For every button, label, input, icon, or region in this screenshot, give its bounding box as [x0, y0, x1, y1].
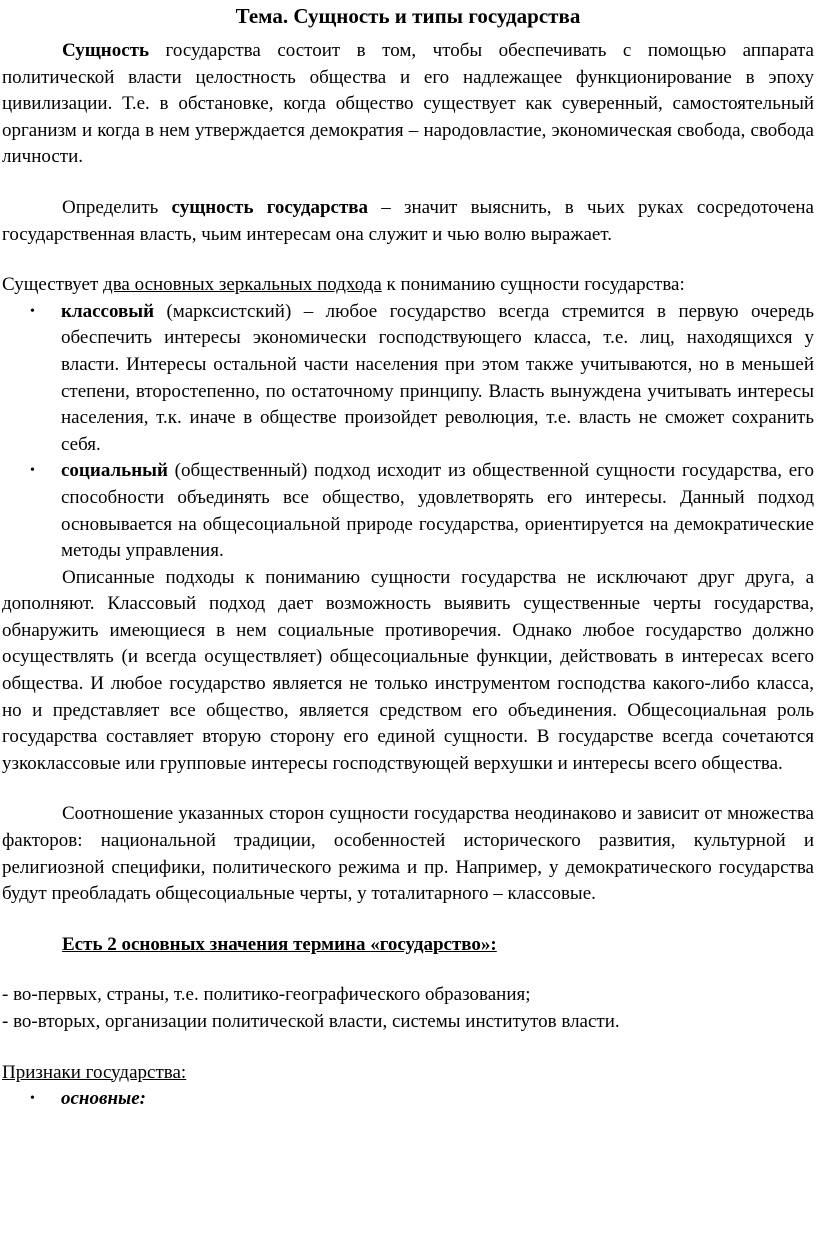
page-title: Тема. Сущность и типы государства	[235, 4, 581, 28]
list-item-social-approach	[2, 458, 814, 564]
list-item-text: (общественный) подход исходит из общественной сущности государства, его способности объединять все общество, удовлетворять его интересы. Данный подход основывается на общесоциальной природе государства, ориентируется на демократические методы управления.	[61, 460, 814, 562]
signs-list	[2, 1086, 814, 1113]
list-item-main-signs	[2, 1086, 814, 1113]
paragraph-approaches-complement: Описанные подходы к пониманию сущности государства не исключают друг друга, а дополняют. Классовый подход дает возможность выявить существенные черты государства, обнаружить имеющиеся в нем социальные противоречия. Однако любое государство должно осуществлять (и всегда осуществляет) общесоциальные функции, действовать в интересах всего общества. И любое государство является не только инструментом господства какого-либо класса, но и представляет все общество, является средством его объединения. Общесоциальная роль государства составляет вторую сторону его единой сущности. В государстве всегда сочетаются узкоклассовые или групповые интересы господствующей верхушки и интересы всего общества.	[2, 566, 814, 774]
list-item-text: (марксистский) – любое государство всегда стремится в первую очередь обеспечить интересы экономически господствующего класса, т.е. лиц, находящихся у власти. Интересы остальной части населения при этом также учитываются, но в меньшей степени, второстепенно, по остаточному принципу. Власть вынуждена учитывать интересы населения, т.к. иначе в обществе произойдет революция, т.е. власть не сможет сохранить себя.	[61, 300, 814, 455]
paragraph-text: государства состоит в том, чтобы обеспечивать с помощью аппарата политической власти целостность общества и его надлежащее функционирование в эпоху цивилизации. Т.е. в обстановке, когда общество существует как суверенный, самостоятельный организм и когда в нем утверждается демократия – народовластие, экономическая свобода, свобода личности.	[2, 40, 814, 168]
paragraph-text: Определить	[62, 196, 172, 218]
bullet-icon: •	[30, 1091, 35, 1107]
signs-main-label: основные:	[61, 1088, 146, 1110]
section-heading-signs: Признаки государства:	[2, 1061, 187, 1083]
underlined-phrase: два основных зеркальных подхода	[103, 274, 382, 296]
paragraph-text: – значит выяснить, в чьих руках сосредоточена государственная власть, чьим интересам она служит и чью волю выражает.	[2, 196, 814, 245]
list-item-class-approach	[2, 299, 814, 459]
term-essence: Сущность	[62, 40, 150, 61]
meaning-second: - во-вторых, организации политической власти, системы институтов власти.	[2, 1011, 620, 1032]
approaches-list	[2, 299, 814, 565]
paragraph-text: Существует	[2, 274, 104, 296]
meaning-first: - во-первых, страны, т.е. политико-географического образования;	[2, 984, 531, 1006]
bullet-icon: •	[30, 303, 35, 319]
section-heading-meanings: Есть 2 основных значения термина «государство»:	[62, 933, 497, 955]
paragraph-approaches-intro	[2, 272, 814, 299]
bullet-icon: •	[30, 463, 35, 479]
paragraph-define-essence	[2, 195, 814, 248]
paragraph-ratio-factors: Соотношение указанных сторон сущности государства неодинаково и зависит от множества факторов: национальной традиции, особенностей исторического развития, культурной и религиозной специфики, политического режима и пр. Например, у демократического государства будут преобладать общесоциальные черты, у тоталитарного – классовые.	[2, 803, 814, 905]
term-social: социальный	[61, 460, 168, 482]
paragraph-essence-definition	[2, 38, 814, 171]
term-class: классовый	[61, 300, 155, 322]
term-state-essence: сущность государства	[171, 196, 369, 218]
paragraph-text: к пониманию сущности государства:	[381, 274, 685, 296]
